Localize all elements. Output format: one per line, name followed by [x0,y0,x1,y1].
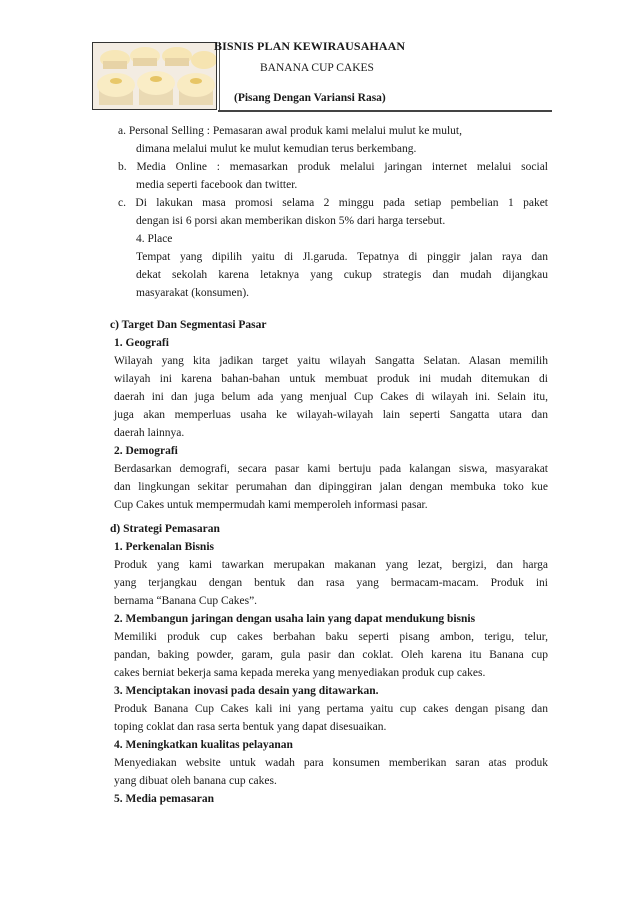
strategi-1-line1: Produk yang kami tawarkan merupakan makanan yang lezat, bergizi, dan harga [114,559,548,571]
strategi-2-line1: Memiliki produk cup cakes berbahan baku seperti pisang ambon, terigu, telur, [114,631,548,643]
strategi-heading: d) Strategi Pemasaran [110,523,220,535]
geografi-line4: juga akan memperluas usaha ke wilayah-wilayah lain seperti Sangatta utara dan [114,409,548,421]
demografi-heading: 2. Demografi [114,445,178,457]
strategi-4-line1: Menyediakan website untuk wadah para konsumen memberikan saran atas produk [114,757,548,769]
strategi-1-heading: 1. Perkenalan Bisnis [114,541,215,553]
geografi-line1: Wilayah yang kita jadikan target yaitu wilayah Sangatta Selatan. Alasan memilih [114,355,548,367]
header-rule [218,110,552,112]
promo-b-line1: b. Media Online : memasarkan produk melalui jaringan internet melalui social [118,161,548,173]
place-heading: 4. Place [136,233,173,245]
strategi-2-line2: pandan, baking powder, garam, gula pasir dan coklat. Oleh karena itu Banana cup [114,649,548,661]
promo-b-line2: media seperti facebook dan twitter. [136,179,298,191]
document-header [88,38,552,112]
strategi-3-heading: 3. Menciptakan inovasi pada desain yang ditawarkan. [114,685,379,697]
geografi-line3: daerah ini dan juga belum ada yang menjual Cup Cakes di wilayah ini. Selain itu, [114,391,548,403]
promo-a-line1: a. Personal Selling : Pemasaran awal produk kami melalui mulut ke mulut, [118,125,462,137]
document-tagline: (Pisang Dengan Variansi Rasa) [234,92,386,104]
strategi-4-heading: 4. Meningkatkan kualitas pelayanan [114,739,293,751]
target-heading: c) Target Dan Segmentasi Pasar [110,319,267,331]
demografi-line2: dan lingkungan sekitar perumahan dan dipinggiran jalan dengan membuka toko kue [114,481,548,493]
strategi-2-line3: cakes berniat bekerja sama kepada mereka yang menyediakan produk cup cakes. [114,667,486,679]
promo-c-line2: dengan isi 6 porsi akan memberikan diskon 5% dari harga tersebut. [136,215,446,227]
geografi-line5: daerah lainnya. [114,427,185,439]
geografi-heading: 1. Geografi [114,337,169,349]
strategi-1-line3: bernama “Banana Cup Cakes”. [114,595,258,607]
demografi-line3: Cup Cakes untuk mempermudah kami memperoleh informasi pasar. [114,499,428,511]
place-line2: dekat sekolah karena letaknya yang cukup strategis dan mudah dijangkau [136,269,548,281]
promo-a-line2: dimana melalui mulut ke mulut kemudian terus berkembang. [136,143,417,155]
document-title: BISNIS PLAN KEWIRAUSAHAAN [214,39,406,53]
geografi-line2: wilayah ini karena bahan-bahan untuk membuat produk ini mudah ditemukan di [114,373,548,385]
place-line1: Tempat yang dipilih yaitu di Jl.garuda. Tepatnya di pinggir jalan raya dan [136,251,548,263]
strategi-5-heading: 5. Media pemasaran [114,793,214,805]
strategi-1-line2: yang terjangkau dengan bentuk dan rasa yang bermacam-macam. Produk ini [114,577,548,589]
promo-c-line1: c. Di lakukan masa promosi selama 2 minggu pada setiap pembelian 1 paket [118,197,548,209]
strategi-3-line1: Produk Banana Cup Cakes kali ini yang pertama yaitu cup cakes dengan pisang dan [114,703,548,715]
document-subtitle: BANANA CUP CAKES [260,62,374,74]
demografi-line1: Berdasarkan demografi, secara pasar kami bertuju pada kalangan siswa, masyarakat [114,463,548,475]
place-line3: masyarakat (konsumen). [136,287,250,299]
strategi-3-line2: toping coklat dan rasa serta bentuk yang dapat disesuaikan. [114,721,387,733]
cupcake-photo [92,42,217,110]
strategi-2-heading: 2. Membangun jaringan dengan usaha lain yang dapat mendukung bisnis [114,613,476,625]
strategi-4-line2: yang dibuat oleh banana cup cakes. [114,775,277,787]
